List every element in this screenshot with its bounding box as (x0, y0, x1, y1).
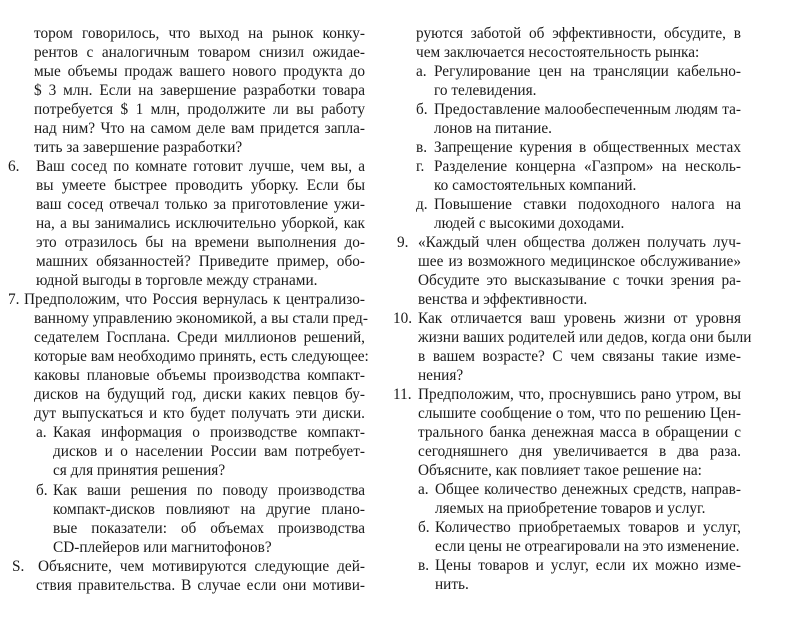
item-number: 11. (393, 386, 412, 403)
text-line: CD-плейеров или магнитофонов? (53, 539, 272, 556)
item-number: 10. (393, 310, 413, 327)
text-line: Обсудите это высказывание с точки зрения ра- (418, 272, 741, 289)
text-line: чем заключается несостоятельность рынка: (416, 44, 700, 61)
text-line: это отразилось бы на времени выполнения до- (36, 234, 365, 251)
item-number: 9. (397, 234, 409, 251)
text-line: компакт-дисков повлияют на другие плано- (53, 501, 365, 518)
text-line: рентов с аналогичным товаром снизил ожидае- (34, 44, 365, 61)
text-line: Объясните, чем мотивируются следующие дей- (38, 558, 365, 575)
text-line: Предположим, что, проснувшись рано утром, вы (418, 386, 741, 403)
text-line: «Каждый член общества должен получать луч- (418, 234, 741, 251)
text-line: Предположим, что Россия вернулась к централизо- (24, 291, 365, 308)
text-line: шее из возможного медицинское обслуживание» (418, 253, 741, 270)
text-line: Количество приобретаемых товаров и услуг, (435, 519, 741, 536)
text-line: тить за завершение разработки? (34, 139, 243, 156)
text-line: Повышение ставки подоходного налога на (434, 196, 741, 213)
sub-item-marker: в. (418, 557, 430, 574)
item-number: 7. (8, 291, 20, 308)
sub-item-marker: д. (416, 196, 428, 213)
text-line: ваш сосед отвечал только за приготовление ужи- (36, 196, 365, 213)
text-line: Как отличается ваш уровень жизни от уровня (418, 310, 741, 327)
text-line: Ваш сосед по комнате готовит лучше, чем вы, а (36, 158, 365, 175)
text-line: $ 3 млн. Если на завершение разработки товара (34, 82, 365, 99)
text-line: вые показатели: об объемах производства (53, 520, 365, 537)
text-line: тором говорилось, что выход на рынок конку- (34, 25, 365, 42)
text-line: над ним? Что на самом деле вам придется запла- (34, 120, 365, 137)
text-line: ванному управлению экономикой, а вы стали пред- (34, 310, 368, 327)
text-line: ляемых на приобретение товаров и услуг. (435, 500, 706, 517)
text-line: вы умеете быстрее проводить уборку. Если бы (36, 177, 365, 194)
text-line: Объясните, как повлияет такое решение на: (418, 462, 702, 479)
text-line: людей с высокими доходами. (434, 215, 625, 232)
item-number: S. (12, 558, 25, 575)
text-line: лонов на питание. (434, 120, 552, 137)
text-line: на, а вы занимались исключительно уборкой, как (36, 215, 365, 232)
text-line: дисков на будущий год, диски каких певцов бу- (34, 386, 365, 403)
text-line: слышите сообщение о том, что по решению Цен- (418, 405, 741, 422)
text-line: го телевидения. (434, 82, 537, 99)
text-line: сегодняшнего дня увеличивается в два раза. (418, 443, 741, 460)
text-line: дут выпускаться и кто будет получать эти диски. (34, 405, 365, 422)
text-line: юдной выгоды в торговле между странами. (36, 272, 318, 289)
sub-item-marker: а. (416, 63, 427, 80)
text-line: седателем Госплана. Среди миллионов решений, (34, 329, 365, 346)
text-line: Цены товаров и услуг, если их можно изме- (435, 557, 741, 574)
text-line: дисков и о населении России вам потребует- (53, 443, 365, 460)
text-line: потребуется $ 1 млн, продолжите ли вы работу (34, 101, 365, 118)
sub-item-marker: б. (416, 101, 428, 118)
text-line: Регулирование цен на трансляции кабельно- (434, 63, 741, 80)
text-line: Запрещение курения в общественных местах (434, 139, 741, 156)
text-line: Какая информация о производстве компакт- (53, 424, 365, 441)
text-line: ствия правительства. В случае если они мотиви- (36, 577, 365, 594)
text-line: венства и эффективности. (418, 291, 588, 308)
text-line: в вашем возрасте? С чем связаны такие изме- (418, 348, 741, 365)
text-line: нить. (435, 576, 469, 593)
text-line: нения? (418, 367, 464, 384)
text-line: Общее количество денежных средств, направ- (435, 481, 741, 498)
sub-item-marker: б. (418, 519, 430, 536)
text-line: ко самостоятельных компаний. (434, 177, 637, 194)
text-line: Предоставление малообеспеченным людям та- (434, 101, 741, 118)
sub-item-marker: а. (418, 481, 429, 498)
text-line: если цены не отреагировали на это изменение. (435, 538, 740, 555)
sub-item-marker: в. (416, 139, 428, 156)
text-line: руются заботой об эффективности, обсудите, в (416, 25, 741, 42)
sub-item-marker: а. (36, 424, 47, 441)
text-line: ся для принятия решения? (53, 462, 226, 479)
text-line: каковы плановые объемы производства компакт- (34, 367, 365, 384)
text-line: Как ваши решения по поводу производства (53, 482, 365, 499)
text-line: трального банка денежная масса в обращении с (418, 424, 741, 441)
text-line: которые вам необходимо принять, есть следующее: (34, 348, 369, 365)
text-line: мые объемы продаж вашего нового продукта до (34, 63, 365, 80)
text-line: Разделение концерна «Газпром» на несколь- (434, 158, 741, 175)
sub-item-marker: б. (36, 482, 48, 499)
sub-item-marker: г. (416, 158, 425, 175)
text-line: машних обязанностей? Приведите пример, обо- (36, 253, 365, 270)
text-line: жизни ваших родителей или дедов, когда они были (418, 329, 752, 346)
item-number: 6. (8, 158, 20, 175)
